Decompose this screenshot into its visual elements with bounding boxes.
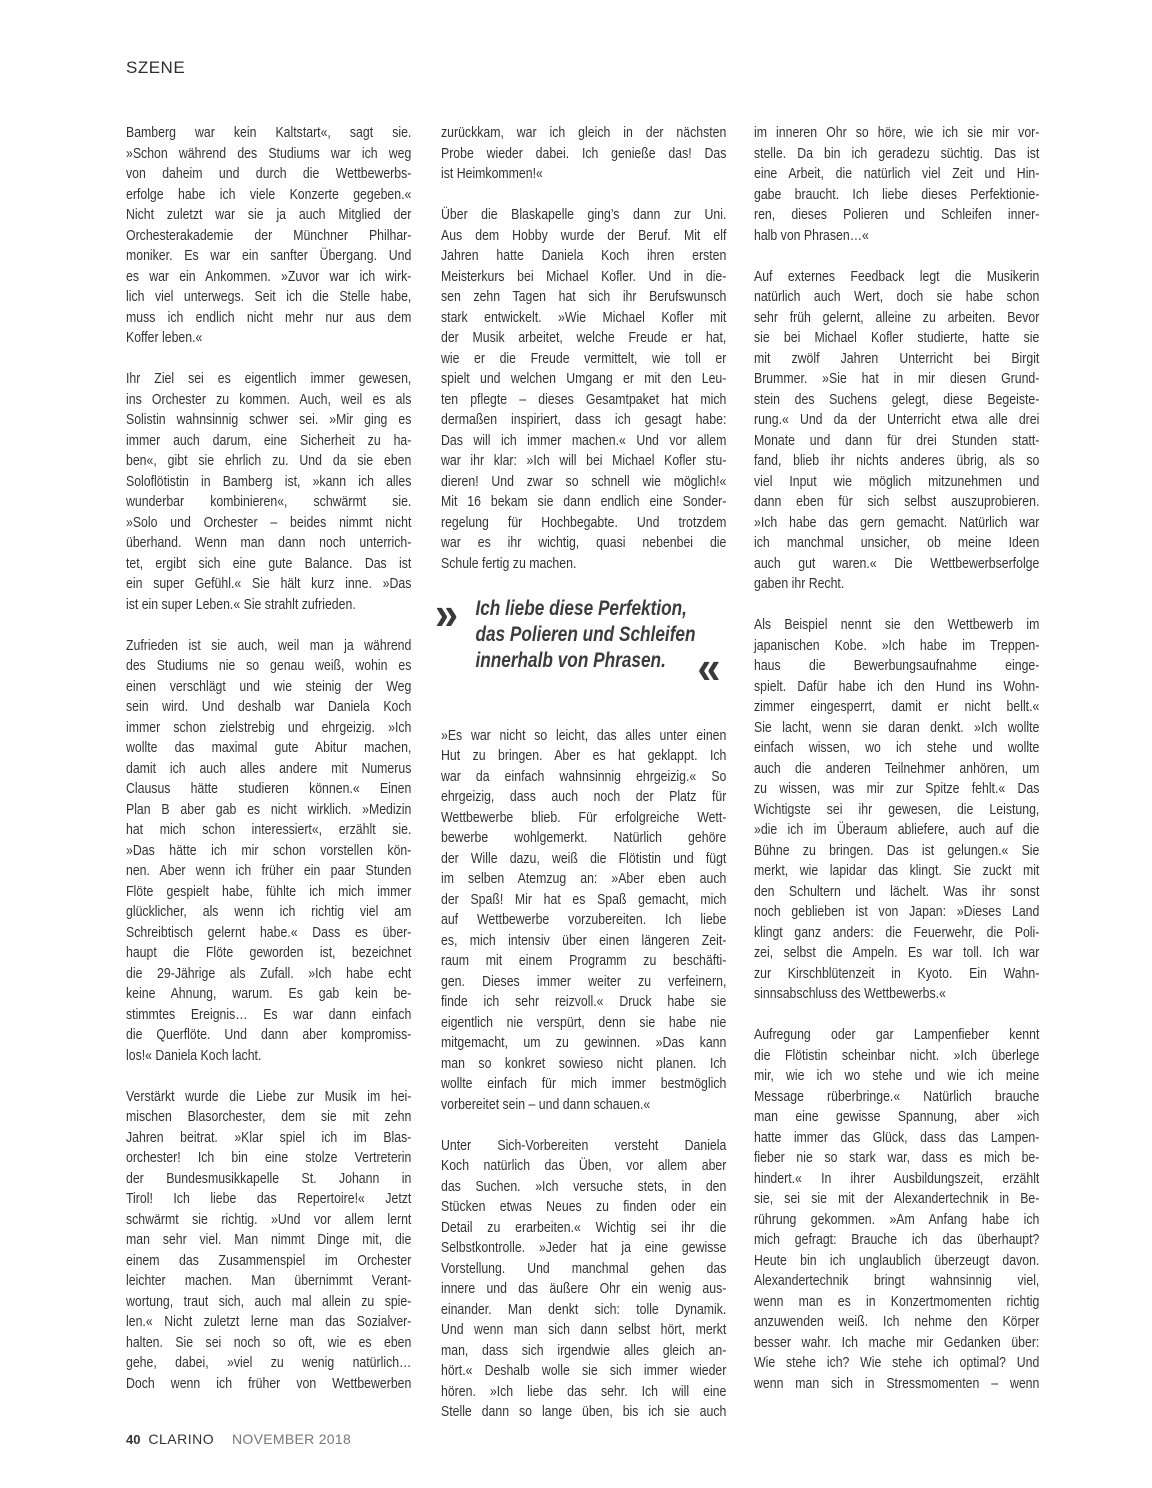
text-line: hindert.« In ihrer Ausbildungszeit, erzählt [754, 1169, 1040, 1187]
text-line: der Bundesmusikkapelle St. Johann in [126, 1169, 412, 1187]
article-column-3 [754, 123, 1039, 1394]
article-paragraph [754, 267, 1039, 595]
text-line: der Musik arbeitet, welche Freude er hat, [441, 329, 727, 346]
text-line: keine Ahnung, warum. Es gab kein be- [126, 985, 412, 1002]
text-line: Heute bin ich unglaublich überzeugt davon. [754, 1251, 1040, 1269]
text-line: auch die anderen Teilnehmer anhören, um [754, 759, 1040, 777]
text-line: wortung, traut sich, auch mal allein zu spie- [126, 1292, 412, 1310]
text-line: hören. »Ich liebe das sehr. Ich will eine [441, 1382, 727, 1400]
text-line: Zufrieden ist sie auch, weil man ja während [126, 636, 412, 654]
text-line: hatte immer das Glück, dass das Lampen- [754, 1128, 1040, 1146]
issue-date: NOVEMBER 2018 [231, 1431, 352, 1447]
text-line: Auf externes Feedback legt die Musikerin [754, 267, 1040, 285]
text-line: anzuwenden weiß. Ich nehme den Körper [754, 1313, 1040, 1330]
text-line: sein wird. Und deshalb war Daniela Koch [126, 698, 412, 715]
section-label: SZENE [126, 58, 186, 77]
text-line: Orchesterakademie der Münchner Philhar- [126, 226, 412, 244]
text-line: Ihr Ziel sei es eigentlich immer gewesen, [126, 370, 412, 387]
text-line: merkt, wie lapidar das klingt. Sie zuckt mit [754, 862, 1040, 879]
text-line: mitgemacht, um zu gewinnen. »Das kann [441, 1034, 727, 1051]
text-line: len.« Nicht zuletzt lerne man das Sozialver- [126, 1313, 412, 1330]
text-line: klingt ganz anders: die Feuerwehr, die Poli- [754, 923, 1040, 941]
text-line: »Ich habe das gern gemacht. Natürlich war [754, 513, 1040, 531]
pull-quote-line: Ich liebe diese Perfektion, [475, 597, 687, 620]
text-line: Jahren hatte Daniela Koch ihren ersten [441, 247, 727, 264]
text-line: Hut zu bringen. Aber es hat geklappt. Ich [441, 747, 727, 764]
text-line: gen. Dieses immer weiter zu verfeinern, [441, 972, 727, 990]
text-line: Plan B aber gab es nicht wirklich. »Medizin [126, 800, 412, 818]
text-line: Schule fertig zu machen. [441, 554, 577, 572]
text-line: spielt und welchen Umgang er mit den Leu- [441, 370, 727, 387]
text-line: noch geblieben ist von Japan: »Dieses Land [754, 903, 1040, 920]
text-line: wie er die Freude vermittelt, wie toll er [441, 349, 727, 367]
article-paragraph [754, 123, 1039, 246]
text-line: gaben ihr Recht. [754, 575, 845, 592]
text-line: ehrgeizig, dass auch noch der Platz für [441, 788, 727, 805]
text-line: Koch natürlich das Üben, vor allem aber [441, 1157, 727, 1174]
text-line: Clausus hätte studieren können.« Einen [126, 780, 412, 797]
text-line: lich viel unterwegs. Seit ich die Stelle habe, [126, 288, 412, 305]
quote-close-mark: « [697, 641, 721, 693]
text-line: die 29-Jährige als Zufall. »Ich habe echt [126, 964, 412, 982]
text-line: zur Kirschblütenzeit in Kyoto. Ein Wahn- [754, 964, 1040, 982]
text-line: Jahren beitrat. »Klar spiel ich im Blas- [126, 1128, 412, 1146]
text-line: ist ein super Leben.« Sie strahlt zufrieden. [126, 595, 356, 613]
text-line: war da einfach wahnsinnig ehrgeizig.« So [441, 767, 727, 785]
pull-quote-line: innerhalb von Phrasen. [475, 649, 666, 672]
text-line: schwärmt sie richtig. »Und vor allem lernt [126, 1210, 412, 1228]
text-line: Wettbewerbe blieb. Für erfolgreiche Wett- [441, 808, 727, 826]
text-line: Bühne zu bringen. Das ist gelungen.« Sie [754, 841, 1040, 859]
text-line: stark entwickelt. »Wie Michael Kofler mit [441, 308, 727, 326]
text-line: rührung gekommen. »Am Anfang habe ich [754, 1210, 1040, 1228]
text-line: vorbereitet sein – und dann schauen.« [441, 1095, 651, 1113]
page-number: 40 [126, 1432, 141, 1447]
text-line: Detail zu erarbeiten.« Wichtig sei ihr die [441, 1218, 727, 1236]
text-line: mir, wie ich wo stehe und wie ich meine [754, 1067, 1040, 1084]
text-line: die Querflöte. Und dann aber kompromiss- [126, 1026, 412, 1043]
text-line: einem das Zusammenspiel im Orchester [126, 1251, 412, 1269]
text-line: rung.« Und da der Unterricht etwa alle drei [754, 411, 1040, 428]
text-line: Doch wenn ich früher von Wettbewerben [126, 1374, 412, 1392]
text-line: zu wissen, was mir zur Spitze fehlt.« Das [754, 780, 1040, 797]
text-line: der Spaß! Mir hat es Spaß gemacht, mich [441, 890, 727, 908]
text-line: leichter machen. Man übernimmt Verant- [126, 1272, 412, 1289]
text-line: wenn man sich in Stressmomenten – wenn [754, 1374, 1040, 1392]
text-line: natürlich auch Wert, doch sie habe schon [754, 288, 1040, 305]
text-line: hört.« Deshalb wolle sie sich immer wieder [441, 1362, 727, 1379]
text-line: spielt. Dafür habe ich den Hund ins Wohn- [754, 677, 1040, 695]
text-line: Monate und dann für drei Stunden statt- [754, 431, 1040, 449]
text-line: Stücken etwas Neues zu finden oder ein [441, 1198, 727, 1215]
text-line: los!« Daniela Koch lacht. [126, 1046, 262, 1064]
text-line: Aus dem Hobby wurde der Beruf. Mit elf [441, 226, 727, 244]
text-line: Wie stehe ich? Wie stehe ich optimal? Und [754, 1354, 1040, 1371]
text-line: Stelle dann so lange üben, bis ich sie auch [441, 1403, 727, 1420]
text-line: viel Input wie möglich mitzunehmen und [754, 472, 1040, 490]
text-line: eine Arbeit, die natürlich viel Zeit und Hin- [754, 165, 1040, 182]
article-paragraph [754, 1025, 1039, 1394]
text-line: einfach wissen, wo ich stehe und wollte [754, 739, 1040, 756]
text-line: Selbstkontrolle. »Jeder hat ja eine gewisse [441, 1239, 727, 1256]
text-line: dieren! Und zwar so schnell wie möglich!« [441, 472, 727, 490]
text-line: regelung für Hochbegabte. Und trotzdem [441, 513, 727, 531]
text-line: Tirol! Ich liebe das Repertoire!« Jetzt [126, 1190, 412, 1207]
text-line: war ihr klar: »Ich will bei Michael Kofler stu- [441, 452, 727, 469]
text-line: im selben Atemzug an: »Aber eben auch [441, 870, 727, 887]
pull-quote [435, 574, 726, 705]
text-line: wenn man es in Konzertmomenten richtig [754, 1292, 1040, 1310]
text-line: sinnsabschluss des Wettbewerbs.« [754, 985, 946, 1002]
magazine-name: CLARINO [148, 1431, 215, 1447]
text-line: raum mit einem Programm zu beschäfti- [441, 952, 727, 969]
text-line: Als Beispiel nennt sie den Wettbewerb im [754, 616, 1040, 633]
text-line: sie bei Michael Kofler studierte, hatte sie [754, 329, 1040, 346]
text-line: auf Wettbewerbe vorzubereiten. Ich liebe [441, 911, 727, 928]
text-line: immer auch darum, eine Sicherheit zu ha- [126, 431, 412, 449]
text-line: wollte das maximal gute Abitur machen, [126, 739, 412, 756]
text-line: Über die Blaskapelle ging’s dann zur Uni. [441, 206, 727, 223]
text-line: moniker. Es war ein sanfter Übergang. Und [126, 247, 412, 264]
text-line: ins Orchester zu kommen. Auch, weil es als [126, 390, 412, 408]
text-line: zurückkam, war ich gleich in der nächsten [441, 124, 727, 141]
text-line: zei, selbst die Ampeln. Es war toll. Ich war [754, 944, 1040, 961]
text-line: Solistin wahnsinnig schwer sei. »Mir ging es [126, 411, 412, 428]
text-line: man eine gewisse Spannung, aber »ich [754, 1108, 1040, 1125]
text-line: die Flötistin scheinbar nicht. »Ich überlege [754, 1046, 1040, 1064]
text-line: Brummer. »Sie hat in mir diesen Grund- [754, 370, 1040, 387]
text-line: »die ich im Überaum abliefere, auch auf die [754, 821, 1040, 838]
text-line: es, mich intensiv über einen längeren Zeit- [441, 931, 727, 949]
text-line: Soloflötistin in Bamberg ist, »kann ich alles [126, 472, 412, 490]
article-column-1 [126, 123, 411, 1394]
text-line: einen verschlägt und wie steinig der Weg [126, 677, 412, 695]
text-line: glücklicher, als wenn ich richtig viel am [126, 903, 412, 920]
text-line: mit zwölf Jahren Unterricht bei Birgit [754, 349, 1040, 367]
text-line: nen. Aber wenn ich früher ein paar Stunden [126, 862, 412, 879]
text-line: es war ein Ankommen. »Zuvor war ich wirk- [126, 267, 412, 285]
text-line: Mit 16 bekam sie dann endlich eine Sonder- [441, 493, 727, 510]
text-line: zimmer eingesperrt, damit er nicht bellt.« [754, 698, 1040, 715]
text-line: war es ihr wichtig, quasi nebenbei die [441, 534, 727, 551]
text-line: immer schon zielstrebig und ehrgeizig. »Ich [126, 718, 412, 736]
text-line: »Schon während des Studiums war ich weg [126, 144, 412, 162]
text-line: stein des Suchens gelegt, diese Begeiste- [754, 390, 1040, 408]
text-line: überhand. Wenn man dann noch unterrich- [126, 534, 412, 551]
text-line: des Studiums nie so genau weiß, wohin es [126, 657, 412, 674]
text-line: sie, sei sie mit der Alexandertechnik in Be- [754, 1190, 1040, 1207]
text-line: Nicht zuletzt war sie ja auch Mitglied der [126, 206, 412, 223]
text-line: sen zehn Tagen hat sich ihr Berufswunsch [441, 288, 727, 305]
text-line: japanischen Kobe. »Ich habe im Treppen- [754, 636, 1040, 654]
text-line: hat mich schon interessiert«, erzählt sie. [126, 821, 412, 838]
text-line: gehe, dabei, »viel zu wenig natürlich… [126, 1354, 412, 1371]
text-line: einander. Man denkt sich: tolle Dynamik. [441, 1300, 727, 1318]
text-line: Und wenn man sich dann selbst hört, merkt [441, 1321, 727, 1338]
text-line: stimmtes Ereignis… Es war dann einfach [126, 1005, 412, 1023]
text-line: der Wille dazu, weiß die Flötistin und fügt [441, 849, 727, 867]
text-line: halb von Phrasen…« [754, 226, 869, 244]
text-line: eigentlich nie verspürt, denn sie habe nie [441, 1013, 727, 1031]
text-line: Schreibtisch gelernt habe.« Dass es über- [126, 923, 412, 941]
text-line: den Schultern und lächelt. Was ihr sonst [754, 882, 1040, 900]
text-line: Aufregung oder gar Lampenfieber kennt [754, 1026, 1040, 1043]
text-line: orchester! Ich bin eine stolze Vertreterin [126, 1149, 412, 1166]
text-line: im inneren Ohr so höre, wie ich sie mir vor- [754, 124, 1040, 141]
text-line: Vorstellung. Und manchmal gehen das [441, 1259, 727, 1277]
text-line: damit ich auch alles andere mit Numerus [126, 759, 412, 777]
text-line: Bamberg war kein Kaltstart«, sagt sie. [126, 124, 412, 141]
text-line: Wichtigste sei ihr gewesen, die Leistung, [754, 800, 1040, 818]
text-line: Probe wieder dabei. Ich genieße das! Das [441, 144, 727, 162]
text-line: wunderbar kombinieren«, schwärmt sie. [126, 493, 412, 510]
text-line: Sie lacht, wenn sie daran denkt. »Ich wollte [754, 718, 1040, 736]
article-column-2 [435, 123, 727, 1423]
text-line: ten pflegte – dieses Gesamtpaket hat mich [441, 390, 727, 408]
article-paragraph [754, 615, 1039, 1005]
text-line: »Das hätte ich mir schon vorstellen kön- [126, 841, 412, 859]
text-line: erfolge habe ich viele Konzerte gegeben.« [126, 185, 412, 203]
text-line: besser wahr. Ich mache mir Gedanken über: [754, 1333, 1040, 1351]
text-line: »Solo und Orchester – beides nimmt nicht [126, 513, 412, 531]
text-line: Flöte gespielt habe, fühlte ich mich immer [126, 882, 412, 900]
text-line: gabe braucht. Ich liebe dieses Perfektionie- [754, 185, 1040, 203]
text-line: Verstärkt wurde die Liebe zur Musik im hei- [126, 1087, 412, 1105]
text-line: mich gefragt: Brauche ich das überhaupt? [754, 1231, 1040, 1248]
article-paragraph [441, 1136, 726, 1423]
text-line: auch gut waren.« Die Wettbewerbserfolge [754, 554, 1040, 572]
article-paragraph [441, 726, 726, 1116]
text-line: sehr früh gelernt, alleine zu arbeiten. Bevor [754, 308, 1040, 326]
text-line: Unter Sich-Vorbereiten versteht Daniela [441, 1136, 727, 1154]
text-line: fand, blieb ihr nichts anderes übrig, als so [754, 452, 1040, 469]
text-line: dermaßen inspiriert, dass ich gesagt habe: [441, 411, 727, 428]
page-footer [126, 1431, 351, 1447]
text-line: fieber nie so stark war, dass es mich be- [754, 1149, 1040, 1166]
pull-quote-text [475, 596, 726, 674]
text-line: halten. Sie sei noch so oft, wie es eben [126, 1333, 412, 1351]
text-line: von daheim und durch die Wettbewerbs- [126, 165, 412, 182]
article-paragraph [126, 369, 411, 615]
text-line: muss ich endlich nicht mehr nur aus dem [126, 308, 412, 326]
text-line: stelle. Da bin ich geradezu süchtig. Das ist [754, 144, 1040, 162]
text-line: das Suchen. »Ich versuche stets, in den [441, 1177, 727, 1195]
text-line: Koffer leben.« [126, 329, 203, 346]
text-line: haupt die Flöte geworden ist, bezeichnet [126, 944, 412, 961]
text-line: ren, dieses Polieren und Schleifen inner- [754, 206, 1040, 223]
text-line: Meisterkurs bei Michael Kofler. Und in die- [441, 267, 727, 285]
article-paragraph [441, 205, 726, 574]
text-line: ein super Gefühl.« Sie hält kurz inne. »Das [126, 575, 412, 592]
text-line: ist Heimkommen!« [441, 165, 543, 182]
pull-quote-line: das Polieren und Schleifen [475, 623, 696, 646]
article-paragraph [441, 123, 726, 185]
quote-open-mark: » [435, 587, 459, 639]
text-line: Das will ich immer machen.« Und vor allem [441, 431, 727, 449]
text-line: Message rüberbringe.« Natürlich brauche [754, 1087, 1040, 1105]
text-line: ben«, gibt sie ehrlich zu. Und da sie eben [126, 452, 412, 469]
article-paragraph [126, 636, 411, 1067]
text-line: mischen Blasorchester, dem sie mit zehn [126, 1108, 412, 1125]
text-line: wollte einfach für mich immer bestmöglich [441, 1075, 727, 1092]
text-line: finde ich sehr reizvoll.« Druck habe sie [441, 993, 727, 1010]
text-line: ich manchmal unsicher, ob meine Ideen [754, 534, 1040, 551]
text-line: Alexandertechnik bringt wahnsinnig viel, [754, 1272, 1040, 1289]
text-line: tet, ergibt sich eine gute Balance. Das ist [126, 554, 412, 572]
article-paragraph [126, 1087, 411, 1395]
text-line: innere und das äußere Ohr ein wenig aus- [441, 1280, 727, 1297]
text-line: man sehr viel. Man nimmt Dinge mit, die [126, 1231, 412, 1248]
text-line: bewerbe wohlgemerkt. Natürlich gehöre [441, 829, 727, 846]
text-line: dann eben für sich selbst auszuprobieren. [754, 493, 1040, 510]
text-line: man, dass sich irgendwie alles gleich an- [441, 1341, 727, 1359]
text-line: man so konkret sowieso nicht planen. Ich [441, 1054, 727, 1072]
article-paragraph [126, 123, 411, 349]
text-line: »Es war nicht so leicht, das alles unter einen [441, 726, 727, 744]
text-line: haus die Bewerbungsaufnahme einge- [754, 657, 1040, 674]
